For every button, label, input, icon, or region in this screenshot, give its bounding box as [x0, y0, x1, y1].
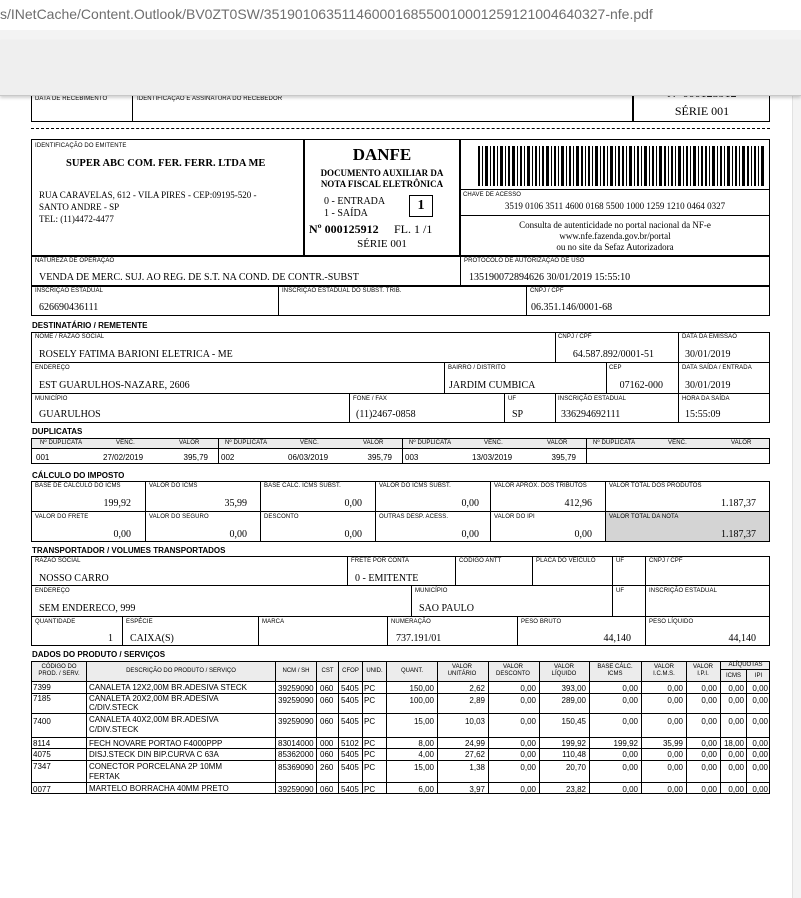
dest-cep-label: CEP	[609, 365, 622, 371]
duplicatas-section: DUPLICATAS	[32, 427, 83, 436]
dest-municipio-label: MUNICÍPIO	[35, 396, 68, 402]
imp-label-ipi: VALOR DO IPI	[494, 514, 535, 520]
th-vunit: VALOR UNITÁRIO	[447, 664, 477, 677]
danfe-serie: SÉRIE 001	[357, 238, 407, 250]
viewer-toolbar	[0, 40, 801, 96]
table-row-7-unid: PC	[364, 785, 376, 794]
dup-venc-3: 13/03/2019	[472, 453, 513, 462]
identificacao-recebedor-label: IDENTIFICAÇÃO E ASSINATURA DO RECEBEDOR	[137, 96, 283, 102]
imp-label-frete: VALOR DO FRETE	[35, 514, 89, 520]
emitente-endereco-1: RUA CARAVELAS, 612 - VILA PIRES - CEP:09195-520 -	[39, 190, 257, 200]
imp-label-bc-icms: BASE DE CÁLCULO DO ICMS	[35, 483, 121, 489]
dest-endereco-label: ENDEREÇO	[35, 365, 70, 371]
table-row-5-bc: 0,00	[622, 750, 638, 759]
imp-seguro: 0,00	[229, 529, 247, 540]
table-row-7-vunit: 3,97	[469, 785, 485, 794]
chave-label: CHAVE DE ACESSO	[463, 192, 522, 198]
imp-bc-icms: 199,92	[103, 498, 131, 509]
table-row-2-vunit: 2,89	[469, 696, 485, 705]
danfe-subtitle-2: NOTA FISCAL ELETRÔNICA	[320, 179, 444, 189]
table-row-1-vdesc: 0,00	[520, 684, 536, 693]
imp-bc-st: 0,00	[344, 498, 362, 509]
transp-peso-liquido-label: PESO LÍQUIDO	[649, 619, 694, 625]
chave-value: 3519 0106 3511 4600 0168 5500 1000 1259 1210 0464 0327	[504, 201, 726, 211]
th-quant: QUANT.	[400, 668, 423, 674]
table-row-6-aipi: 0,00	[752, 763, 768, 772]
transp-qtd-label: QUANTIDADE	[35, 619, 76, 625]
table-row-7-desc: MARTELO BORRACHA 40MM PRETO	[89, 784, 229, 793]
table-row-4-bc: 199,92	[613, 739, 638, 748]
table-row-5-aicms: 0,00	[728, 750, 744, 759]
imp-total-nota: 1.187,37	[721, 529, 756, 540]
table-row-2-vdesc: 0,00	[520, 696, 536, 705]
dest-hora-label: HORA DA SAÍDA	[682, 396, 730, 402]
table-row-7-bc: 0,00	[622, 785, 638, 794]
table-row-6-vliq: 20,70	[565, 763, 586, 772]
table-row-2-cst: 060	[320, 696, 334, 705]
table-row-3-desc-2: C/DIV.STECK	[89, 725, 139, 734]
table-row-6-quant: 15,00	[413, 763, 434, 772]
th-codigo: CÓDIGO DO PROD. / SERV.	[38, 664, 80, 677]
table-row-6-vicms: 0,00	[667, 763, 683, 772]
table-row-3-vicms: 0,00	[667, 717, 683, 726]
table-row-2-unid: PC	[364, 696, 376, 705]
table-row-4-desc: FECH NOVARE PORTAO F4000PPP	[89, 739, 223, 748]
table-row-2-cfop: 5405	[341, 696, 359, 705]
table-row-2-quant: 100,00	[409, 696, 434, 705]
imp-label-tributos: VALOR APROX. DOS TRIBUTOS	[494, 483, 587, 489]
table-row-2-vipi: 0,00	[701, 696, 717, 705]
table-row-7-vicms: 0,00	[667, 785, 683, 794]
data-recebimento-label: DATA DE RECEBIMENTO	[35, 96, 108, 102]
table-row-2-desc-2: C/DIV.STECK	[89, 703, 139, 712]
transp-endereco-label: ENDEREÇO	[35, 588, 70, 594]
table-row-4-ncm: 83014000	[278, 739, 314, 748]
dest-municipio: GUARULHOS	[39, 409, 101, 420]
table-row-3-cst: 060	[320, 717, 334, 726]
table-row-1-quant: 150,00	[409, 684, 434, 693]
table-row-2-desc-1: CANALETA 20X2,00M BR.ADESIVA	[89, 694, 219, 703]
dup-num-1: 001	[36, 453, 50, 462]
th-vipi: VALOR I.P.I.	[693, 664, 713, 677]
dest-emissao-label: DATA DA EMISSÃO	[682, 334, 737, 340]
imp-label-desconto: DESCONTO	[264, 514, 299, 520]
ie-label: INSCRIÇÃO ESTADUAL	[35, 288, 104, 294]
dup-valor-1: 395,79	[183, 453, 208, 462]
danfe-entrada: 0 - ENTRADA	[324, 196, 386, 207]
table-row-7-ncm: 39259090	[278, 785, 314, 794]
transp-ie-label: INSCRIÇÃO ESTADUAL	[649, 588, 718, 594]
dest-ie: 336294692111	[561, 409, 621, 420]
transp-municipio: SAO PAULO	[419, 603, 474, 614]
transp-razao-label: RAZÃO SOCIAL	[35, 558, 81, 564]
table-row-4-vunit: 24,99	[464, 739, 485, 748]
th-aliq-ipi: IPI	[754, 673, 763, 679]
table-row-2-vicms: 0,00	[667, 696, 683, 705]
table-row-4-quant: 8,00	[418, 739, 434, 748]
table-row-3-desc-1: CANALETA 40X2,00M BR.ADESIVA	[89, 715, 219, 724]
transp-numeracao: 737.191/01	[396, 633, 442, 644]
table-row-2-ncm: 39259090	[278, 696, 314, 705]
imp-outras: 0,00	[461, 529, 479, 540]
imposto-section: CÁLCULO DO IMPOSTO	[32, 471, 125, 480]
emitente-endereco-2: SANTO ANDRE - SP	[39, 202, 120, 212]
dest-uf-label: UF	[508, 396, 517, 402]
table-row-3-aipi: 0,00	[752, 717, 768, 726]
dest-fone: (11)2467-0858	[356, 409, 416, 420]
table-row-7-cfop: 5405	[341, 785, 359, 794]
imp-icms-st: 0,00	[461, 498, 479, 509]
dest-cnpj-label: CNPJ / CPF	[558, 334, 592, 340]
danfe-numero: Nº 000125912	[309, 222, 379, 236]
dup-h-valor-1: VALOR	[179, 440, 200, 446]
table-row-5-unid: PC	[364, 750, 376, 759]
transp-peso-liquido: 44,140	[728, 633, 756, 644]
dup-valor-3: 395,79	[551, 453, 576, 462]
table-row-1-aipi: 0,00	[752, 684, 768, 693]
table-row-3-vunit: 10,03	[464, 717, 485, 726]
transp-cnpj-label: CNPJ / CPF	[649, 558, 683, 564]
destinatario-section: DESTINATÁRIO / REMETENTE	[32, 321, 148, 330]
ie-value: 626690436111	[39, 302, 99, 313]
dup-h-venc-1: VENC.	[116, 440, 135, 446]
title-band	[0, 30, 801, 40]
table-row-4-vliq: 199,92	[561, 739, 586, 748]
table-row-3-vliq: 150,45	[561, 717, 586, 726]
dest-saida: 30/01/2019	[685, 380, 731, 391]
dup-venc-1: 27/02/2019	[103, 453, 144, 462]
table-row-2-aicms: 0,00	[728, 696, 744, 705]
file-path-bar	[0, 0, 801, 30]
table-row-3-cfop: 5405	[341, 717, 359, 726]
table-row-7-cst: 060	[320, 785, 334, 794]
imp-tributos: 412,96	[564, 498, 592, 509]
table-row-4-vipi: 0,00	[701, 739, 717, 748]
dup-h-valor-4: VALOR	[731, 440, 752, 446]
imp-label-icms-st: VALOR DO ICMS SUBST.	[379, 483, 451, 489]
table-row-4-cfop: 5102	[341, 739, 359, 748]
table-row-6-unid: PC	[364, 763, 376, 772]
imp-label-bc-st: BASE CÁLC. ICMS SUBST.	[264, 483, 341, 489]
table-row-1-vipi: 0,00	[701, 684, 717, 693]
transp-razao: NOSSO CARRO	[39, 573, 109, 584]
table-row-3-vipi: 0,00	[701, 717, 717, 726]
table-row-1-desc: CANALETA 12X2,00M BR.ADESIVA STECK	[89, 683, 247, 692]
natureza-value: VENDA DE MERC. SUJ. AO REG. DE S.T. NA COND. DE CONTR.-SUBST	[39, 272, 359, 283]
dest-hora: 15:55:09	[685, 409, 721, 420]
danfe-folha: FL. 1 /1	[394, 222, 433, 236]
dest-cnpj: 64.587.892/0001-51	[572, 349, 654, 360]
table-row-1-vliq: 393,00	[561, 684, 586, 693]
emitente-cnpj-label: CNPJ / CPF	[530, 288, 564, 294]
table-row-6-cod: 7347	[33, 762, 51, 771]
dup-h-num-3: Nº DUPLICATA	[409, 440, 452, 446]
th-aliquotas: ALÍQUOTAS	[728, 662, 763, 668]
consulta-line-2: www.nfe.fazenda.gov.br/portal	[559, 231, 671, 241]
imp-label-total-nota: VALOR TOTAL DA NOTA	[609, 514, 679, 520]
dup-h-num-2: Nº DUPLICATA	[225, 440, 268, 446]
dup-h-num-1: Nº DUPLICATA	[40, 440, 83, 446]
table-row-1-vunit: 2,62	[469, 684, 485, 693]
table-row-5-vdesc: 0,00	[520, 750, 536, 759]
ie-st-label: INSCRIÇÃO ESTADUAL DO SUBST. TRIB.	[282, 288, 402, 294]
transp-placa-label: PLACA DO VEÍCULO	[536, 558, 596, 564]
dup-venc-2: 06/03/2019	[288, 453, 329, 462]
table-row-5-cst: 060	[320, 750, 334, 759]
dest-emissao: 30/01/2019	[685, 349, 731, 360]
table-row-5-quant: 4,00	[418, 750, 434, 759]
file-path-text: s/INetCache/Content.Outlook/BV0ZT0SW/35190106351146000168550010001259121004640327-nfe.pdf	[0, 6, 653, 22]
th-cfop: CFOP	[342, 668, 359, 674]
table-row-4-aipi: 0,00	[752, 739, 768, 748]
transp-municipio-label: MUNICÍPIO	[415, 588, 448, 594]
transp-frete-label: FRETE POR CONTA	[351, 558, 410, 564]
table-row-5-vunit: 27,62	[464, 750, 485, 759]
table-row-3-cod: 7400	[33, 717, 51, 726]
protocolo-value: 135190072894626 30/01/2019 15:55:10	[469, 272, 631, 283]
table-row-4-aicms: 18,00	[723, 739, 744, 748]
danfe-saida: 1 - SAÍDA	[324, 208, 368, 219]
table-row-5-cfop: 5405	[341, 750, 359, 759]
table-row-3-vdesc: 0,00	[520, 717, 536, 726]
table-row-1-cod: 7399	[33, 683, 51, 692]
table-row-6-vunit: 1,38	[469, 763, 485, 772]
th-unid: UNID.	[366, 668, 383, 674]
table-row-7-aipi: 0,00	[752, 785, 768, 794]
transp-uf2-label: UF	[616, 588, 625, 594]
transp-marca-label: MARCA	[262, 619, 285, 625]
natureza-label: NATUREZA DE OPERAÇÃO	[35, 258, 115, 264]
table-row-7-vliq: 23,82	[565, 785, 586, 794]
table-row-6-vdesc: 0,00	[520, 763, 536, 772]
table-row-2-vliq: 289,00	[561, 696, 586, 705]
th-aliq-icms: ICMS	[726, 673, 741, 679]
duplicatas-header	[31, 438, 770, 449]
table-row-7-vdesc: 0,00	[520, 785, 536, 794]
dest-endereco: EST GUARULHOS-NAZARE, 2606	[39, 380, 190, 391]
dup-h-venc-3: VENC.	[484, 440, 503, 446]
table-row-1-unid: PC	[364, 684, 376, 693]
dup-h-venc-4: VENC.	[668, 440, 687, 446]
dup-num-2: 002	[221, 453, 235, 462]
imp-icms: 35,99	[224, 498, 247, 509]
table-row-2-aipi: 0,00	[752, 696, 768, 705]
dup-h-valor-3: VALOR	[547, 440, 568, 446]
canhoto-serie: SÉRIE 001	[674, 104, 730, 118]
imp-ipi: 0,00	[574, 529, 592, 540]
dest-bairro: JARDIM CUMBICA	[449, 380, 536, 391]
table-row-6-desc-2: FERTAK	[89, 772, 120, 781]
dest-nome-label: NOME / RAZÃO SOCIAL	[35, 334, 105, 340]
th-bc-icms: BASE CÁLC. ICMS	[597, 664, 633, 677]
th-descricao: DESCRIÇÃO DO PRODUTO / SERVIÇO	[126, 668, 236, 674]
table-row-5-cod: 4075	[33, 750, 51, 759]
emitente-label: IDENTIFICAÇÃO DO EMITENTE	[35, 143, 127, 149]
dup-valor-2: 395,79	[367, 453, 392, 462]
dest-ie-label: INSCRIÇÃO ESTADUAL	[558, 396, 627, 402]
th-vdesc: VALOR DESCONTO	[496, 664, 530, 677]
table-row-5-vipi: 0,00	[701, 750, 717, 759]
table-row-1-aicms: 0,00	[728, 684, 744, 693]
table-row-4-vicms: 35,99	[662, 739, 683, 748]
table-row-3-ncm: 39259090	[278, 717, 314, 726]
consulta-line-3: ou no site da Sefaz Autorizadora	[556, 242, 674, 252]
table-row-3-aicms: 0,00	[728, 717, 744, 726]
transp-especie: CAIXA(S)	[130, 633, 174, 644]
th-vicms: VALOR I.C.M.S.	[653, 664, 675, 677]
transp-qtd: 1	[108, 633, 113, 644]
dup-num-3: 003	[405, 453, 419, 462]
dup-h-venc-2: VENC.	[300, 440, 319, 446]
dest-fone-label: FONE / FAX	[353, 396, 388, 402]
th-ncm: NCM / SH	[282, 668, 310, 674]
table-row-5-vicms: 0,00	[667, 750, 683, 759]
dest-nome: ROSELY FATIMA BARIONI ELETRICA - ME	[39, 349, 233, 360]
table-row-3-bc: 0,00	[622, 717, 638, 726]
th-vliq: VALOR LÍQUIDO	[551, 664, 577, 677]
transp-uf-label: UF	[616, 558, 625, 564]
transp-especie-label: ESPÉCIE	[126, 619, 153, 625]
imp-label-outras: OUTRAS DESP. ACESS.	[379, 514, 449, 520]
emitente-nome: SUPER ABC COM. FER. FERR. LTDA ME	[66, 158, 266, 169]
danfe-title: DANFE	[352, 145, 412, 164]
table-row-4-cod: 8114	[33, 739, 51, 748]
transp-numeracao-label: NUMERAÇÃO	[391, 619, 431, 625]
table-row-3-quant: 15,00	[413, 717, 434, 726]
table-row-6-desc-1: CONECTOR PORCELANA 2P 10MM	[89, 762, 223, 771]
table-row-6-cfop: 5405	[341, 763, 359, 772]
transp-antt-label: CÓDIGO ANTT	[459, 558, 502, 564]
table-row-6-ncm: 85369090	[278, 763, 314, 772]
table-row-4-unid: PC	[364, 739, 376, 748]
produtos-section: DADOS DO PRODUTO / SERVIÇOS	[32, 650, 166, 659]
barcode	[478, 146, 764, 186]
transp-peso-bruto-label: PESO BRUTO	[521, 619, 562, 625]
danfe-subtitle-1: DOCUMENTO AUXILIAR DA	[320, 168, 444, 178]
dup-h-num-4: Nº DUPLICATA	[593, 440, 636, 446]
th-cst: CST	[321, 668, 334, 674]
imp-total-produtos: 1.187,37	[721, 498, 756, 509]
table-row-5-ncm: 85362000	[278, 750, 314, 759]
imp-desconto: 0,00	[344, 529, 362, 540]
danfe-tipo-box: 1	[409, 195, 433, 217]
table-row-6-cst: 260	[320, 763, 334, 772]
dest-uf: SP	[512, 409, 524, 420]
table-row-1-vicms: 0,00	[667, 684, 683, 693]
table-row-1-cfop: 5405	[341, 684, 359, 693]
table-row-7-vipi: 0,00	[701, 785, 717, 794]
table-row-7-cod: 0077	[33, 785, 51, 794]
consulta-line-1: Consulta de autenticidade no portal nacional da NF-e	[519, 220, 711, 230]
transportador-section: TRANSPORTADOR / VOLUMES TRANSPORTADOS	[32, 546, 226, 555]
table-row-4-cst: 000	[320, 739, 334, 748]
emitente-telefone: TEL: (11)4472-4477	[39, 214, 114, 224]
emitente-cnpj-value: 06.351.146/0001-68	[531, 302, 613, 313]
table-row-5-aipi: 0,00	[752, 750, 768, 759]
protocolo-label: PROTOCOLO DE AUTORIZAÇÃO DE USO	[464, 258, 585, 264]
table-row-1-ncm: 39259090	[278, 684, 314, 693]
table-row-2-cod: 7185	[33, 694, 51, 703]
table-row-5-desc: DISJ.STECK DIN BIP.CURVA C 63A	[89, 750, 219, 759]
table-row-6-vipi: 0,00	[701, 763, 717, 772]
table-row-3-unid: PC	[364, 717, 376, 726]
table-row-7-quant: 6,00	[418, 785, 434, 794]
vertical-scrollbar[interactable]	[792, 95, 801, 898]
table-row-6-bc: 0,00	[622, 763, 638, 772]
table-row-5-vliq: 110,48	[562, 750, 586, 759]
table-row-1-bc: 0,00	[622, 684, 638, 693]
table-row-4-vdesc: 0,00	[520, 739, 536, 748]
table-row-6-aicms: 0,00	[728, 763, 744, 772]
imp-frete: 0,00	[113, 529, 131, 540]
imp-label-total-produtos: VALOR TOTAL DOS PRODUTOS	[609, 483, 702, 489]
dup-h-valor-2: VALOR	[363, 440, 384, 446]
transp-peso-bruto: 44,140	[603, 633, 631, 644]
table-row-1-cst: 060	[320, 684, 334, 693]
dest-bairro-label: BAIRRO / DISTRITO	[448, 365, 506, 371]
imp-label-seguro: VALOR DO SEGURO	[149, 514, 209, 520]
imp-label-icms: VALOR DO ICMS	[149, 483, 198, 489]
dest-saida-label: DATA SAÍDA / ENTRADA	[682, 365, 752, 371]
dest-cep: 07162-000	[619, 380, 663, 391]
transp-frete: 0 - EMITENTE	[355, 573, 419, 584]
transp-endereco: SEM ENDERECO, 999	[39, 603, 136, 614]
table-row-2-bc: 0,00	[622, 696, 638, 705]
table-row-7-aicms: 0,00	[728, 785, 744, 794]
